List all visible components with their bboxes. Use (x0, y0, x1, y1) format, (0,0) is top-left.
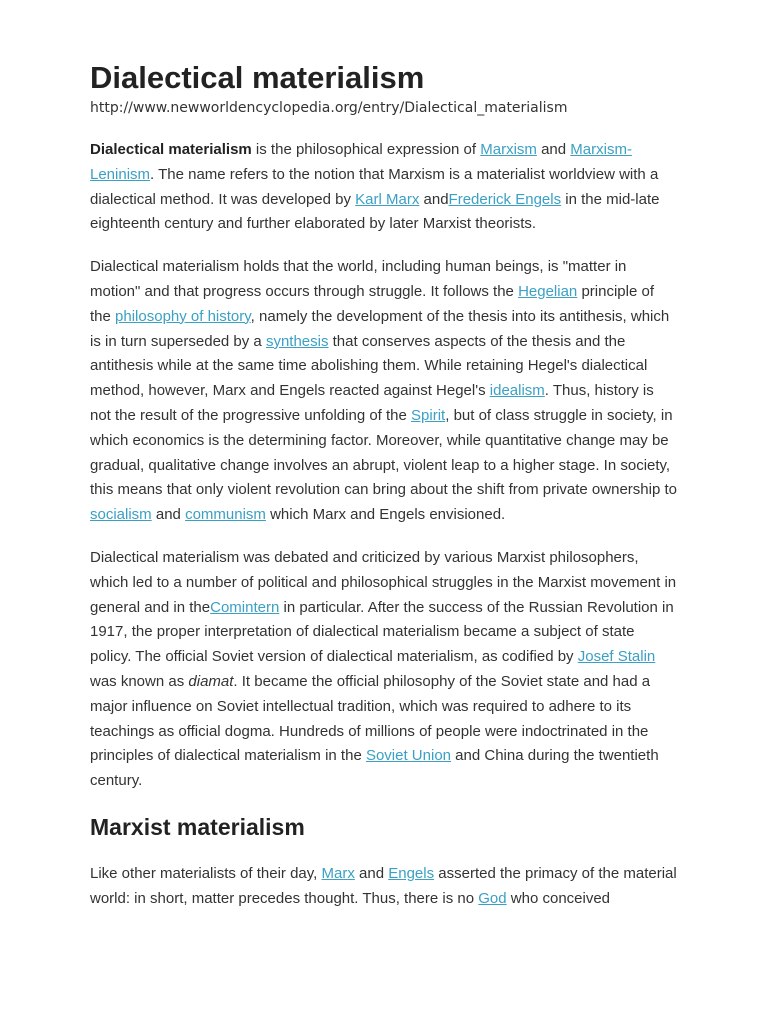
section-heading: Marxist materialism (90, 813, 305, 840)
link-hegelian[interactable]: Hegelian (518, 282, 578, 300)
link-socialism[interactable]: socialism (90, 506, 152, 524)
link-soviet-union[interactable]: Soviet Union (365, 747, 452, 765)
paragraph-debate: Dialectical materialism was debated and criticized by various Marxist philosophers, which led to a number of political and philosophical struggles in the Marxist movement in general and in theComintern in particular. After the success of the Russian Revolution in 1917, the proper interpretation of dialectical materialism became a subject of state policy. The official Soviet version of dialectical materialism, as codified by Josef Stalin was known as diamat. It became the official philosophy of the Soviet state and had a major influence on Soviet intellectual tradition, which was required to adhere to its teachings as official dogma. Hundreds of millions of people were indoctrinated in the principles of dialectical materialism in the Soviet Union and China during the twentieth century. (90, 548, 677, 790)
paragraph-marxist-materialism: Like other materialists of their day, Marx and Engels asserted the primacy of the material world: in short, matter precedes thought. Thus, there is no God who conceived (90, 864, 677, 907)
article-title: Dialectical materialism (90, 60, 425, 95)
link-god[interactable]: God (478, 889, 507, 907)
link-synthesis[interactable]: synthesis (265, 332, 329, 350)
paragraph-matter-in-motion: Dialectical materialism holds that the world, including human beings, is "matter in motion" and that progress occurs through struggle. It follows the Hegelian principle of the philosophy of history, namely the development of the thesis into its antithesis, which is in turn superseded by a synthesis that conserves aspects of the thesis and the antithesis while at the same time abolishing them. While retaining Hegel's dialectical method, however, Marx and Engels reacted against Hegel's idealism. Thus, history is not the result of the progressive unfolding of the Spirit, but of class struggle in society, in which economics is the determining factor. Moreover, while quantitative change may be gradual, qualitative change involves an abrupt, violent leap to a higher stage. In society, this means that only violent revolution can bring about the shift from private ownership to socialism and communism which Marx and Engels envisioned. (90, 258, 677, 524)
link-engels[interactable]: Engels (388, 864, 435, 882)
source-url: http://www.newworldencyclopedia.org/entry/Dialectical_materialism (90, 100, 568, 116)
term-diamat: diamat (188, 672, 234, 690)
link-marx[interactable]: Marx (321, 864, 355, 882)
link-karl-marx[interactable]: Karl Marx (355, 190, 420, 208)
link-philosophy-of-history[interactable]: philosophy of history (115, 307, 251, 325)
term-bold: Dialectical materialism (90, 141, 252, 158)
link-spirit[interactable]: Spirit (411, 406, 446, 424)
link-idealism[interactable]: idealism (489, 382, 545, 400)
link-marxism[interactable]: Marxism (480, 141, 537, 158)
link-communism[interactable]: communism (185, 506, 266, 524)
link-marxism-leninism[interactable]: Marxism-Leninism (90, 141, 632, 183)
link-comintern[interactable]: Comintern (210, 598, 280, 616)
link-frederick-engels[interactable]: Frederick Engels (448, 190, 562, 208)
link-josef-stalin[interactable]: Josef Stalin (577, 648, 656, 666)
paragraph-intro: Dialectical materialism is the philosophical expression of Marxism and Marxism-Leninism. The name refers to the notion that Marxism is a materialist worldview with a dialectical method. It was developed by Karl Marx andFrederick Engels in the mid-late eighteenth century and further elaborated by later Marxist theorists. (90, 141, 660, 233)
